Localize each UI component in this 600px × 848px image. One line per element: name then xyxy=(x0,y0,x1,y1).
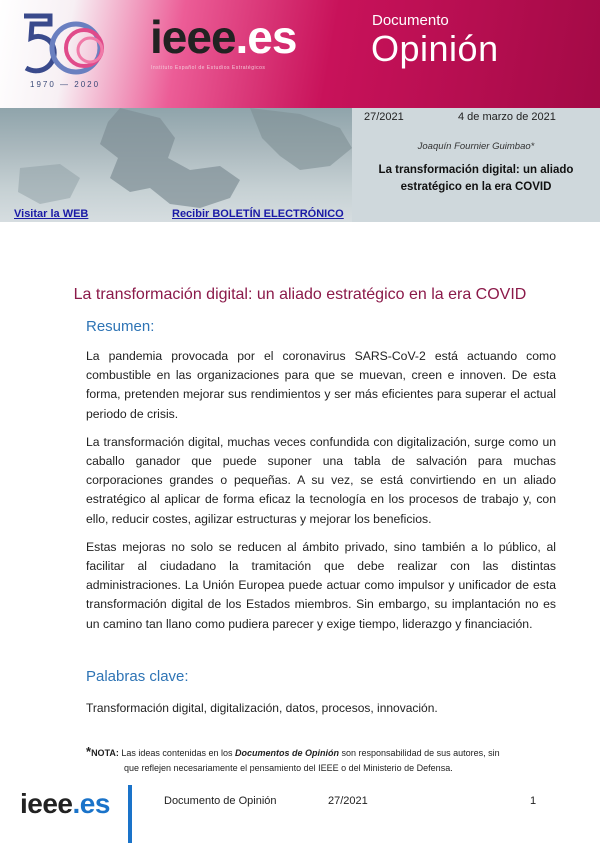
footer-divider xyxy=(128,785,132,843)
document-date: 4 de marzo de 2021 xyxy=(458,111,556,123)
document-number: 27/2021 xyxy=(364,111,404,123)
note-asterisk: * xyxy=(86,744,92,759)
summary-paragraph: Estas mejoras no solo se reducen al ámbito privado, sino también a lo público, al facilitar al ciudadano la tramitación que debe realizar con las distintas administraciones. La Unión Europea puede actuar como impulsor y unificador de esta transformación digital de los Estados miembros. Sin embargo, su implantación no es un camino tan llano como pudiera parecer y exige tiempo, liderazgo y financiación. xyxy=(86,539,556,631)
note-text: que reflejen necesariamente el pensamiento del IEEE o del Ministerio de Defensa. xyxy=(124,763,453,773)
note-text: son responsabilidad de sus autores, sin xyxy=(341,748,500,758)
author-name: Joaquín Fournier Guimbao* xyxy=(417,141,535,152)
note-label: NOTA: xyxy=(91,748,119,758)
note-text: Las ideas contenidas en los xyxy=(121,748,233,758)
document-label: Documento xyxy=(372,12,449,29)
summary-body xyxy=(86,347,556,643)
brand-subtitle: Instituto Español de Estudios Estratégicos xyxy=(151,65,266,71)
ieee-brand-logo: ieee.es xyxy=(150,11,297,63)
visit-web-link[interactable]: Visitar la WEB xyxy=(14,208,89,220)
keywords-text: Transformación digital, digitalización, datos, procesos, innovación. xyxy=(86,701,438,715)
document-header xyxy=(0,0,600,222)
document-type: Opinión xyxy=(371,28,499,69)
world-map-image xyxy=(0,108,352,222)
article-title: La transformación digital: un aliado estratégico en la era COVID xyxy=(73,286,527,303)
summary-paragraph: La pandemia provocada por el coronavirus SARS-CoV-2 está actuando como combustible en las organizaciones para que se muevan, creen e innoven. De esta forma, pretenden mejorar sus rendimientos y ser más eficientes para superar el actual periodo de crisis. xyxy=(86,349,556,421)
footer-ieee-logo: ieee.es xyxy=(20,788,110,819)
newsletter-link[interactable]: Recibir BOLETÍN ELECTRÓNICO xyxy=(172,208,344,220)
document-short-title: La transformación digital: un aliado estratégico en la era COVID xyxy=(378,164,574,193)
summary-heading: Resumen: xyxy=(86,318,155,335)
summary-paragraph: La transformación digital, muchas veces confundida con digitalización, surge como un caballo ganador que puede suponer una tabla de salvación para muchas corporaciones grandes o pequeñas. A su vez, se está convirtiendo en un aliado estratégico al aplicar de forma eficaz la tecnología en los procesos de trabajo y, con ello, reducir costes, agilizar estructuras y mejorar los beneficios. xyxy=(86,434,556,526)
footer-document-number: 27/2021 xyxy=(328,795,368,807)
disclaimer-note xyxy=(86,744,556,776)
footer-document-label: Documento de Opinión xyxy=(164,795,277,807)
page-number: 1 xyxy=(530,795,537,807)
note-emphasis: Documentos de Opinión xyxy=(235,748,340,758)
keywords-heading: Palabras clave: xyxy=(86,668,189,685)
years-label: 1970 — 2020 xyxy=(30,80,101,89)
